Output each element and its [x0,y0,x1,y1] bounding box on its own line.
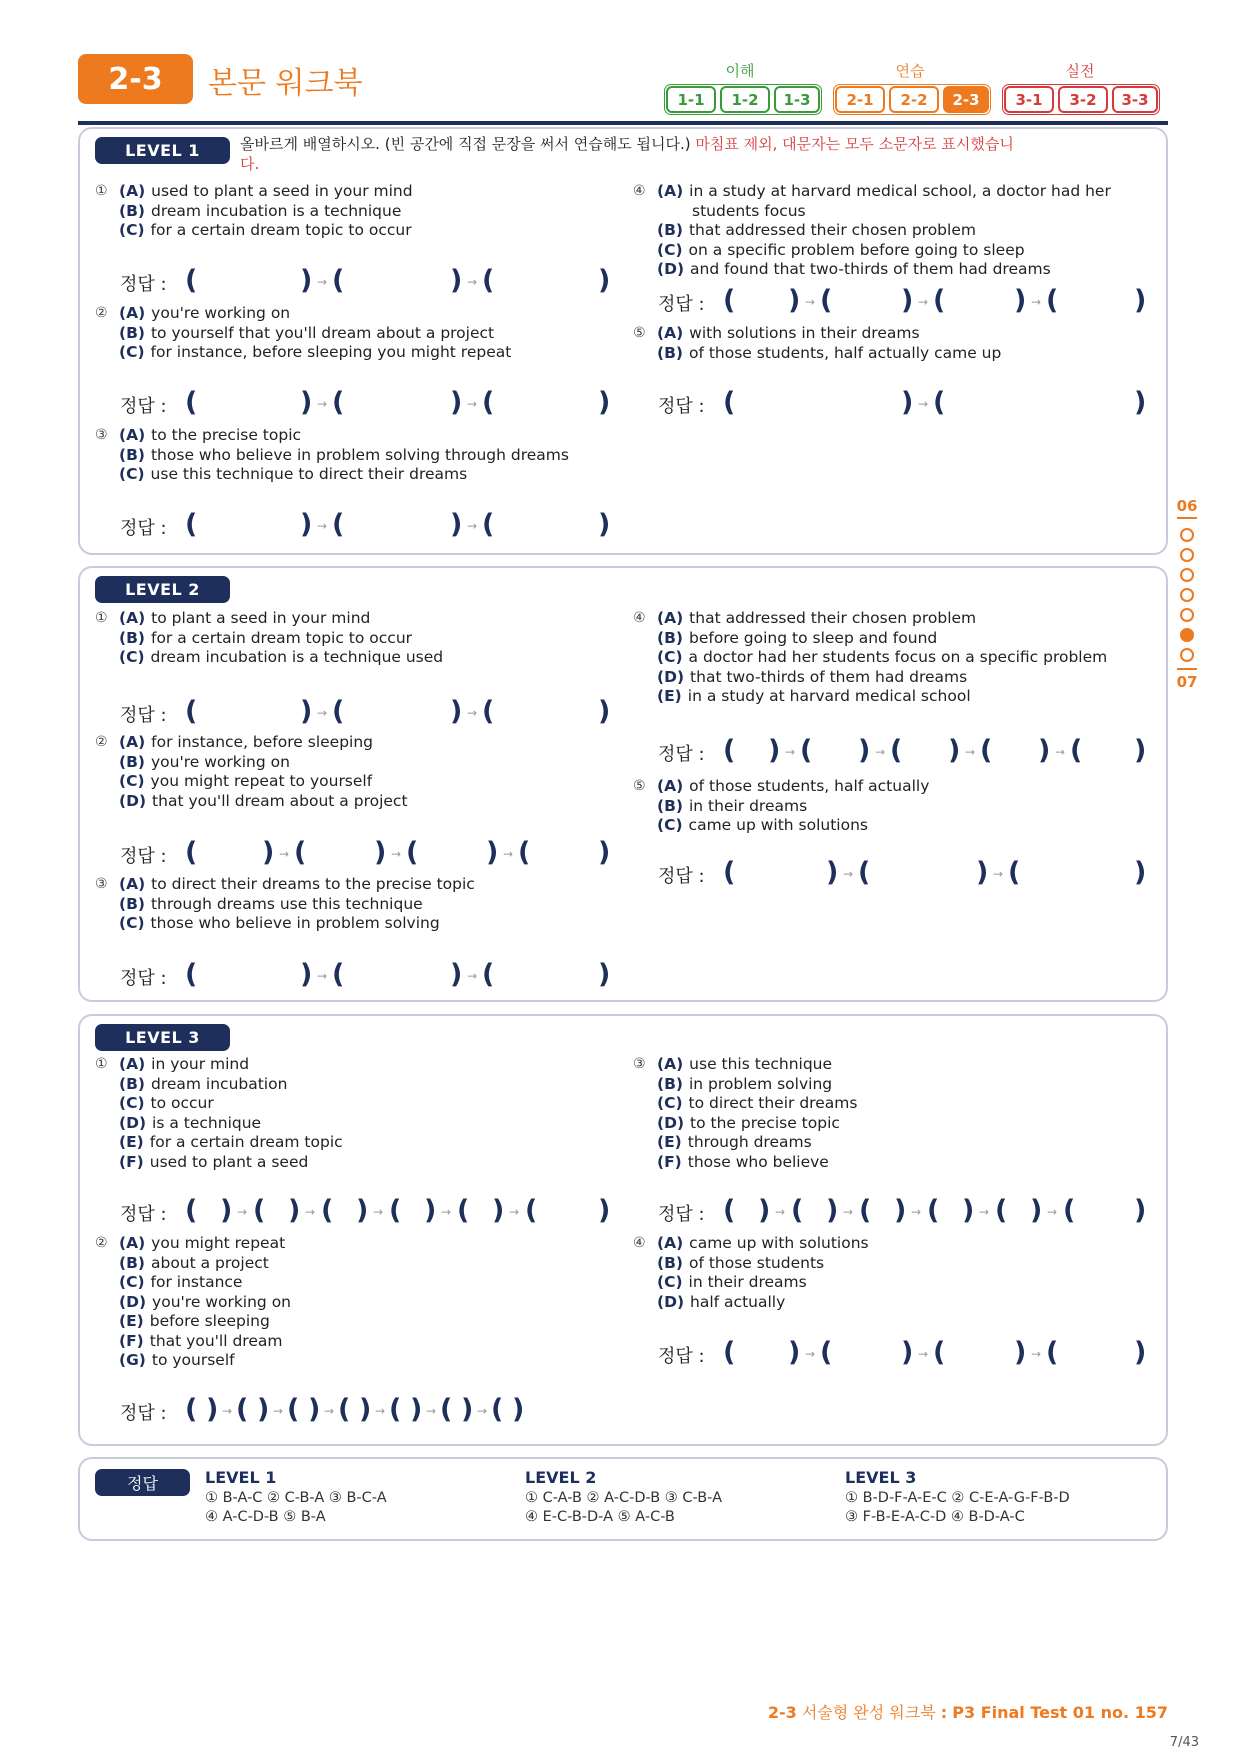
item-text: you're working on [152,1292,291,1311]
item-label: (C) [657,1094,683,1112]
instruction-note: 마침표 제외, 대문자는 모두 소문자로 표시했습니 [695,135,1014,153]
item-label: (B) [119,1074,145,1093]
answer-row[interactable]: 정답 : ( ) → ( ) → ( ) → ( ) [658,285,1147,316]
item-label: (A) [657,1234,684,1252]
item-label: (C) [119,648,145,666]
question-number: ③ [633,1056,646,1072]
item-text: to direct their dreams [688,1094,858,1112]
level-1-panel [78,127,1168,555]
question-1-5 [633,324,1001,363]
tab-2-2[interactable]: 2-2 [889,86,939,113]
item-text: in a study at harvard medical school [687,687,971,705]
question-1-2 [95,304,511,363]
footer-separator: : [940,1703,948,1722]
item-label: (D) [657,1292,685,1311]
footer-source-title: P3 Final Test 01 no. 157 [952,1703,1168,1722]
item-text: came up with solutions [688,816,868,834]
item-text: in their dreams [688,1273,807,1291]
item-label: (B) [657,343,683,362]
item-text: for a certain dream topic to occur [150,628,413,647]
answer-label: 정답 : [120,274,167,295]
side-nav-line [1177,517,1197,519]
item-label: (C) [119,1094,145,1112]
answer-label: 정답 : [658,1346,705,1367]
question-number: ③ [95,876,108,892]
answer-label: 정답 : [120,518,167,539]
item-label: (C) [119,221,145,239]
item-label: (C) [119,772,145,790]
item-text: to occur [150,1094,214,1112]
item-text: those who believe in problem solving [150,914,440,932]
answer-key-line: ① B-D-F-A-E-C ② C-E-A-G-F-B-D [845,1490,1070,1506]
question-2-3 [95,875,475,934]
item-text: a doctor had her students focus on a specific problem [688,648,1108,666]
item-label: (A) [119,733,146,751]
answer-label: 정답 : [120,1204,167,1225]
item-text: you might repeat to yourself [150,772,373,790]
item-text: in a study at harvard medical school, a doctor had her [689,182,1111,200]
item-text: for a certain dream topic [149,1133,343,1151]
question-number: ② [95,1235,108,1251]
tab-1-2[interactable]: 1-2 [720,86,770,113]
header-rule [78,121,1168,125]
tab-1-3[interactable]: 1-3 [774,86,820,113]
side-nav-dot[interactable] [1180,608,1194,622]
item-label: (A) [657,182,684,200]
item-label: (E) [657,687,682,705]
side-nav-dot[interactable] [1180,588,1194,602]
item-label: (C) [657,816,683,834]
item-text: dream incubation [150,1074,288,1093]
answer-key-level-3 [845,1467,1070,1527]
item-label: (D) [119,1292,147,1311]
answer-label: 정답 : [658,294,705,315]
item-label: (C) [119,465,145,483]
side-nav-line [1177,668,1197,670]
answer-label: 정답 : [120,705,167,726]
item-label: (F) [119,1152,144,1171]
item-text: in problem solving [688,1074,833,1093]
item-label: (A) [657,324,684,342]
tab-1-1[interactable]: 1-1 [666,86,716,113]
item-label: (D) [657,1113,685,1132]
item-label: (A) [657,1055,684,1073]
answer-key-level-1 [205,1467,387,1527]
question-3-4 [633,1234,869,1312]
stage-label-real: 실전 [1065,62,1095,80]
item-text: through dreams [687,1133,812,1151]
item-label: (A) [119,875,146,893]
tab-2-1[interactable]: 2-1 [835,86,885,113]
answer-label: 정답 : [120,846,167,867]
item-label: (A) [119,304,146,322]
item-label: (A) [657,609,684,627]
question-2-1 [95,609,443,668]
stage-label-practice: 연습 [895,62,925,80]
item-label: (F) [657,1152,682,1171]
item-text: that addressed their chosen problem [688,221,976,239]
item-text: those who believe [687,1152,829,1171]
answer-label: 정답 : [658,1204,705,1225]
instruction-main: 올바르게 배열하시오. (빈 공간에 직접 문장을 써서 연습해도 됩니다.) [240,135,691,153]
question-number: ④ [633,1235,646,1251]
item-text: through dreams use this technique [150,894,423,913]
question-1-1 [95,182,413,241]
side-nav-dot[interactable] [1180,568,1194,582]
level-1-label: LEVEL 1 [95,137,230,164]
answer-key-line: ④ A-C-D-B ⑤ B-A [205,1509,326,1525]
answer-label: 정답 : [658,396,705,417]
item-label: (D) [657,667,685,686]
tab-3-2[interactable]: 3-2 [1058,86,1108,113]
item-label: (B) [119,628,145,647]
side-nav-dot[interactable] [1180,528,1194,542]
side-nav-dot[interactable] [1180,548,1194,562]
tab-3-1[interactable]: 3-1 [1004,86,1054,113]
answer-key-line: ③ F-B-E-A-C-D ④ B-D-A-C [845,1509,1025,1525]
item-label: (A) [119,426,146,444]
item-text: with solutions in their dreams [689,324,920,342]
item-text: that two-thirds of them had dreams [690,667,968,686]
item-text: in your mind [151,1055,250,1073]
question-number: ① [95,610,108,626]
answer-key-level-title: LEVEL 1 [205,1468,277,1487]
item-text: that you'll dream [149,1331,283,1350]
item-label: (E) [657,1133,682,1151]
item-label: (G) [119,1351,146,1369]
section-badge: 2-3 [78,54,193,104]
footer-code: 2-3 [767,1703,797,1722]
item-label: (B) [119,752,145,771]
question-1-4 [633,182,1111,280]
item-text: you're working on [150,752,290,771]
item-text: used to plant a seed in your mind [151,182,413,200]
item-label: (A) [119,609,146,627]
side-nav-dot[interactable] [1180,648,1194,662]
item-text: before sleeping [149,1312,270,1330]
question-1-3 [95,426,569,485]
item-label: (B) [657,1074,683,1093]
question-number: ④ [633,183,646,199]
item-label: (C) [657,240,683,259]
question-2-4 [633,609,1107,707]
footer-text: 서술형 완성 워크북 [801,1703,936,1722]
item-label: (D) [119,1113,147,1132]
item-text: came up with solutions [689,1234,869,1252]
item-text: that addressed their chosen problem [689,609,977,627]
item-label: (C) [657,1273,683,1291]
level-2-panel [78,566,1168,1002]
item-label: (B) [657,796,683,815]
footer-source [768,1700,1168,1723]
item-text: of those students, half actually came up [688,343,1002,362]
answer-row[interactable]: 정답 : ( ) → ( ) → ( ) [120,387,611,418]
answer-key-line: ④ E-C-B-D-A ⑤ A-C-B [525,1509,675,1525]
item-text: you might repeat [151,1234,286,1252]
page-number: 7/43 [1169,1735,1199,1750]
item-label: (B) [657,1253,683,1272]
item-text: to yourself that you'll dream about a project [150,323,495,342]
question-number: ② [95,305,108,321]
answer-key-level-title: LEVEL 2 [525,1468,597,1487]
answer-row[interactable]: 정답 : ( ) → ( ) → ( ) → ( ) [120,837,611,868]
item-text: that you'll dream about a project [152,791,408,810]
answer-key-level-title: LEVEL 3 [845,1468,917,1487]
item-text: use this technique to direct their dreams [150,465,468,483]
side-nav-dot-active[interactable] [1180,628,1194,642]
section-title: 본문 워크북 [208,66,363,101]
item-text: for a certain dream topic to occur [150,221,412,239]
item-text: for instance [150,1273,243,1291]
answer-row[interactable]: 정답 : ( ) → ( ) → ( ) → ( ) [658,1337,1147,1368]
item-text: you're working on [151,304,291,322]
stage-label-understanding: 이해 [725,62,755,80]
question-3-2 [95,1234,291,1371]
item-label: (E) [119,1312,144,1330]
item-text-continued: students focus [692,201,806,220]
answer-row[interactable]: 정답 : ( ) → ( ) → ( ) [120,265,611,296]
item-text: of those students [688,1253,825,1272]
instruction-note-end: 다. [240,155,260,173]
answer-label: 정답 : [658,866,705,887]
level-2-label: LEVEL 2 [95,576,230,603]
item-label: (D) [657,260,685,278]
answer-row[interactable]: 정답 : ( ) → ( ) → ( ) → ( ) → ( ) → ( ) [658,1195,1147,1226]
question-number: ① [95,183,108,199]
item-label: (B) [119,323,145,342]
answer-key-line: ① C-A-B ② A-C-D-B ③ C-B-A [525,1490,722,1506]
answer-row[interactable]: 정답 : ( ) → ( ) → ( ) [120,696,611,727]
item-label: (C) [119,343,145,361]
answer-key-level-2 [525,1467,722,1527]
item-label: (B) [657,628,683,647]
item-label: (E) [119,1133,144,1151]
item-text: of those students, half actually [689,777,930,795]
question-number: ① [95,1056,108,1072]
question-number: ⑤ [633,325,646,341]
question-number: ⑤ [633,778,646,794]
answer-row[interactable]: 정답 : ( ) → ( ) → ( ) → ( ) → ( ) → ( ) [120,1195,611,1226]
item-text: to the precise topic [151,426,302,444]
answer-row[interactable]: 정답 : ( ) → ( ) → ( ) [120,959,611,990]
side-nav-bottom-number: 07 [1176,673,1198,691]
answer-label: 정답 : [658,744,705,765]
item-label: (D) [119,791,147,810]
item-text: in their dreams [688,796,808,815]
answer-row[interactable]: 정답 : ( ) → ( ) → ( ) [120,509,611,540]
answer-row[interactable]: 정답 : ( ) → ( ) → ( ) → ( ) → ( ) → ( ) → ( ) [120,1394,525,1425]
item-text: for instance, before sleeping you might repeat [150,343,512,361]
item-text: for instance, before sleeping [151,733,374,751]
tab-2-3[interactable]: 2-3 [943,86,989,113]
item-text: use this technique [689,1055,833,1073]
question-2-2 [95,733,408,811]
item-label: (A) [119,1234,146,1252]
item-text: used to plant a seed [149,1152,309,1171]
item-text: dream incubation is a technique used [150,648,444,666]
item-text: before going to sleep and found [688,628,938,647]
answer-row[interactable]: 정답 : ( ) → ( ) [658,387,1147,418]
answer-label: 정답 : [120,1403,167,1424]
question-2-5 [633,777,929,836]
item-text: those who believe in problem solving through dreams [150,445,569,464]
item-label: (B) [119,201,145,220]
item-label: (F) [119,1331,144,1350]
question-3-1 [95,1055,343,1172]
level-3-panel [78,1014,1168,1446]
item-label: (A) [119,182,146,200]
item-text: and found that two-thirds of them had dreams [690,260,1051,278]
item-text: half actually [690,1292,786,1311]
item-text: to direct their dreams to the precise topic [151,875,475,893]
side-nav-top-number: 06 [1176,497,1198,515]
answer-row[interactable]: 정답 : ( ) → ( ) → ( ) → ( ) → ( ) [658,735,1147,766]
item-label: (B) [119,894,145,913]
item-label: (B) [119,445,145,464]
question-3-3 [633,1055,857,1172]
tab-3-3[interactable]: 3-3 [1112,86,1158,113]
question-number: ④ [633,610,646,626]
item-label: (B) [657,221,683,239]
item-text: is a technique [152,1113,262,1132]
item-label: (C) [119,914,145,932]
item-text: on a specific problem before going to sleep [688,240,1025,259]
answer-key-label: 정답 [95,1469,190,1496]
item-label: (B) [119,1253,145,1272]
level-3-label: LEVEL 3 [95,1024,230,1051]
answer-key-line: ① B-A-C ② C-B-A ③ B-C-A [205,1490,387,1506]
question-number: ② [95,734,108,750]
answer-label: 정답 : [120,968,167,989]
question-number: ③ [95,427,108,443]
answer-key-panel [78,1457,1168,1541]
item-text: dream incubation is a technique [150,201,402,220]
item-text: to plant a seed in your mind [151,609,371,627]
item-text: to yourself [151,1351,235,1369]
item-label: (C) [657,648,683,666]
item-label: (A) [657,777,684,795]
item-label: (A) [119,1055,146,1073]
item-label: (C) [119,1273,145,1291]
item-text: about a project [150,1253,269,1272]
item-text: to the precise topic [690,1113,840,1132]
answer-label: 정답 : [120,396,167,417]
answer-row[interactable]: 정답 : ( ) → ( ) → ( ) [658,857,1147,888]
instruction [240,134,1160,174]
